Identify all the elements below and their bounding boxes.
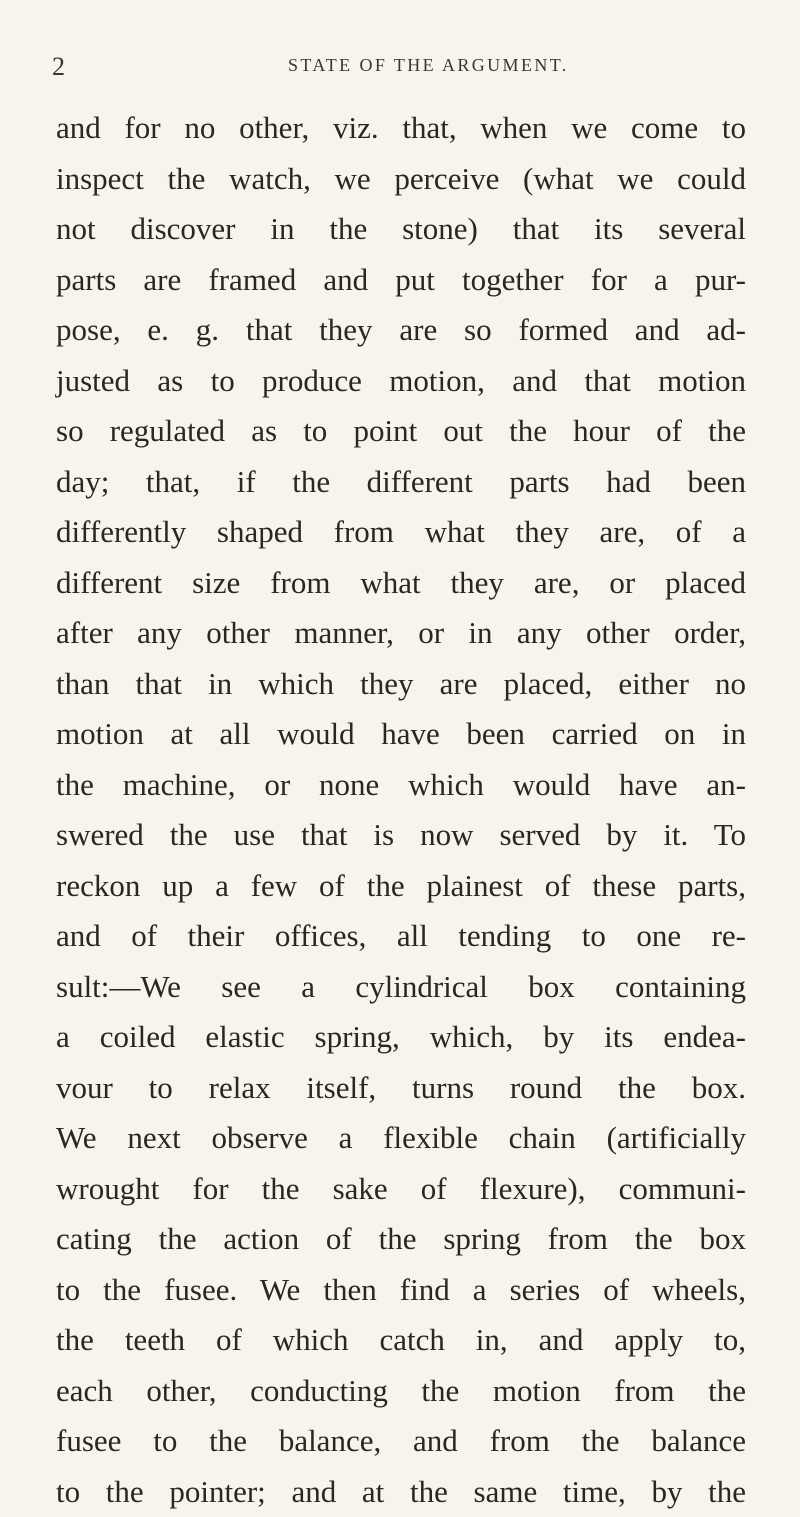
text-line: to the pointer; and at the same time, by the [56,1467,746,1517]
text-line: vour to relax itself, turns round the box. [56,1063,746,1114]
text-line: parts are framed and put together for a pur- [56,255,746,306]
text-line: a coiled elastic spring, which, by its endea- [56,1012,746,1063]
text-line: We next observe a flexible chain (artificially [56,1113,746,1164]
text-line: wrought for the sake of flexure), communi- [56,1164,746,1215]
text-line: so regulated as to point out the hour of the [56,406,746,457]
text-line: not discover in the stone) that its several [56,204,746,255]
text-line: than that in which they are placed, either no [56,659,746,710]
text-line: sult:—We see a cylindrical box containing [56,962,746,1013]
running-title: STATE OF THE ARGUMENT. [288,55,569,76]
text-line: the machine, or none which would have an- [56,760,746,811]
text-line: day; that, if the different parts had been [56,457,746,508]
text-line: inspect the watch, we perceive (what we could [56,154,746,205]
text-line: fusee to the balance, and from the balance [56,1416,746,1467]
running-head [52,50,748,80]
body-text [56,103,746,1517]
text-line: and for no other, viz. that, when we come to [56,103,746,154]
text-line: justed as to produce motion, and that motion [56,356,746,407]
text-line: pose, e. g. that they are so formed and ad- [56,305,746,356]
text-line: reckon up a few of the plainest of these parts, [56,861,746,912]
text-line: motion at all would have been carried on in [56,709,746,760]
text-line: to the fusee. We then find a series of wheels, [56,1265,746,1316]
text-line: the teeth of which catch in, and apply to, [56,1315,746,1366]
text-line: differently shaped from what they are, of a [56,507,746,558]
text-line: each other, conducting the motion from the [56,1366,746,1417]
text-line: after any other manner, or in any other order, [56,608,746,659]
page-number: 2 [52,52,66,82]
text-line: cating the action of the spring from the box [56,1214,746,1265]
text-line: swered the use that is now served by it. To [56,810,746,861]
text-line: different size from what they are, or placed [56,558,746,609]
text-line: and of their offices, all tending to one re- [56,911,746,962]
